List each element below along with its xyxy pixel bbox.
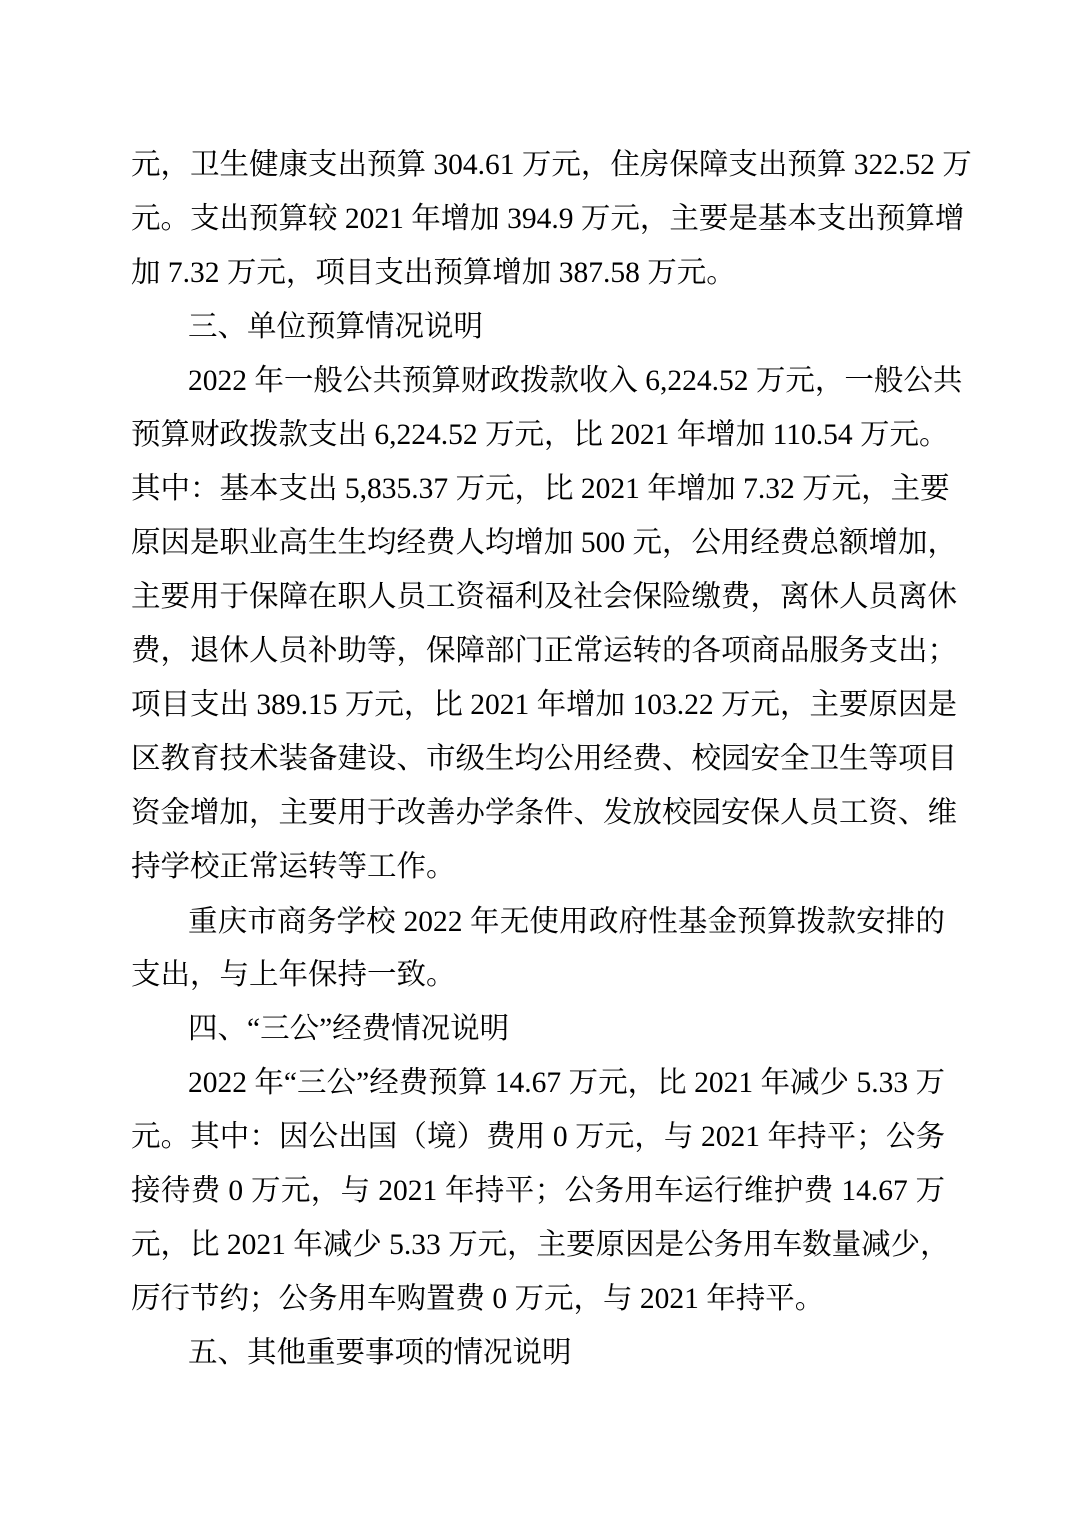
section-heading-3: 三、单位预算情况说明 — [188, 311, 484, 343]
text-line: 重庆市商务学校 2022 年无使用政府性基金预算拨款安排的 — [188, 906, 945, 938]
text-line: 2022 年“三公”经费预算 14.67 万元，比 2021 年减少 5.33 万 — [188, 1067, 945, 1099]
text-line: 加 7.32 万元，项目支出预算增加 387.58 万元。 — [131, 257, 736, 289]
text-line: 其中：基本支出 5,835.37 万元，比 2021 年增加 7.32 万元，主要 — [131, 473, 950, 505]
text-line: 费，退休人员补助等，保障部门正常运转的各项商品服务支出； — [131, 635, 958, 667]
text-line: 元。支出预算较 2021 年增加 394.9 万元，主要是基本支出预算增 — [131, 203, 965, 235]
section-heading-5: 五、其他重要事项的情况说明 — [188, 1337, 572, 1369]
text-line: 主要用于保障在职人员工资福利及社会保险缴费，离休人员离休 — [131, 581, 958, 613]
text-line: 元，比 2021 年减少 5.33 万元，主要原因是公务用车数量减少， — [131, 1229, 950, 1261]
text-line: 区教育技术装备建设、市级生均公用经费、校园安全卫生等项目 — [131, 743, 958, 775]
text-line: 接待费 0 万元，与 2021 年持平；公务用车运行维护费 14.67 万 — [131, 1175, 945, 1207]
text-line: 原因是职业高生生均经费人均增加 500 元，公用经费总额增加， — [131, 527, 958, 559]
text-line: 资金增加，主要用于改善办学条件、发放校园安保人员工资、维 — [131, 797, 958, 829]
text-line: 厉行节约；公务用车购置费 0 万元，与 2021 年持平。 — [131, 1283, 825, 1315]
text-line: 2022 年一般公共预算财政拨款收入 6,224.52 万元，一般公共 — [188, 365, 963, 397]
text-line: 元，卫生健康支出预算 304.61 万元，住房保障支出预算 322.52 万 — [131, 149, 972, 181]
text-line: 预算财政拨款支出 6,224.52 万元，比 2021 年增加 110.54 万元。 — [131, 419, 949, 451]
text-line: 支出，与上年保持一致。 — [131, 959, 456, 991]
text-line: 持学校正常运转等工作。 — [131, 851, 456, 883]
text-line: 项目支出 389.15 万元，比 2021 年增加 103.22 万元，主要原因是 — [131, 689, 958, 721]
text-line: 元。其中：因公出国（境）费用 0 万元，与 2021 年持平；公务 — [131, 1121, 945, 1153]
section-heading-4: 四、“三公”经费情况说明 — [188, 1013, 510, 1045]
